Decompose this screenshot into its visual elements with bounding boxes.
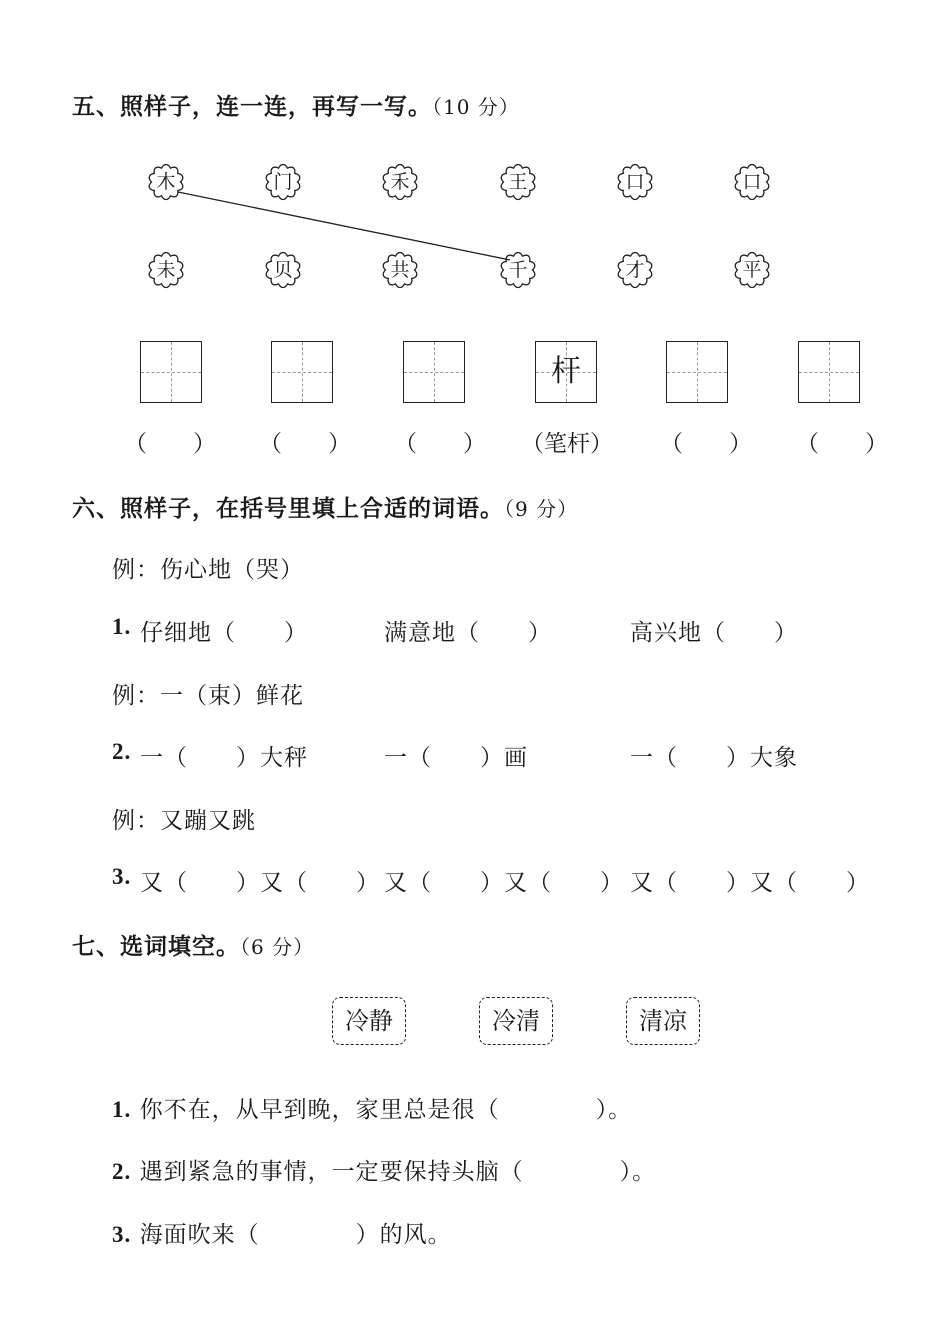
grid-char: [667, 342, 727, 402]
word-choice-qingliang: 清凉: [626, 997, 700, 1045]
answer-blank[interactable]: （笔杆）: [521, 431, 613, 457]
top-char-men[interactable]: [264, 163, 302, 201]
flower-char-label: 王: [508, 171, 528, 193]
bottom-char-bei[interactable]: [264, 251, 302, 289]
flower-char-label: 平: [742, 259, 762, 281]
bottom-char-gong[interactable]: [381, 251, 419, 289]
q6-1: [112, 614, 131, 640]
q7-1-text: 你不在，从早到晚，家里总是很（ ）。: [139, 1097, 633, 1123]
flower-char-label: 才: [625, 259, 645, 281]
flower-char-label: 口: [742, 171, 762, 193]
top-char-wang[interactable]: [499, 163, 537, 201]
q7-2: [112, 1153, 656, 1186]
q6-2: [112, 739, 131, 765]
q6-1-item: 高兴地（ ）: [630, 620, 798, 646]
flower-char-label: 贝: [273, 259, 293, 281]
example-3: 例：又蹦又跳: [112, 808, 256, 834]
bottom-char-ping[interactable]: [733, 251, 771, 289]
q7-1-number: 1.: [112, 1097, 132, 1122]
answer-blank[interactable]: （ ）: [660, 431, 752, 457]
example-1: 例：伤心地（哭）: [112, 557, 304, 583]
q6-2-item: 一（ ）画: [384, 745, 528, 771]
example-2: 例：一（束）鲜花: [112, 683, 304, 709]
q6-2-number: 2.: [112, 739, 132, 764]
q7-3-number: 3.: [112, 1222, 132, 1247]
q6-2-item: 一（ ）大象: [630, 745, 798, 771]
top-char-kou[interactable]: [616, 163, 654, 201]
word-choice-lengqing: 冷清: [479, 997, 553, 1045]
q6-1-number: 1.: [112, 614, 132, 639]
section5-heading: 五、照样子，连一连，再写一写。（10 分）: [72, 94, 520, 120]
section6-score: （9 分）: [504, 497, 579, 521]
section5-score: （10 分）: [432, 95, 520, 119]
top-char-mu[interactable]: [147, 163, 185, 201]
answer-blank[interactable]: （ ）: [124, 431, 216, 457]
flower-char-label: 禾: [390, 171, 410, 193]
flower-char-label: 门: [273, 171, 293, 193]
answer-blank[interactable]: （ ）: [259, 431, 351, 457]
writing-grid[interactable]: [535, 341, 597, 403]
answer-blank[interactable]: （ ）: [394, 431, 486, 457]
flower-char-label: 共: [390, 259, 410, 281]
q7-2-text: 遇到紧急的事情，一定要保持头脑（ ）。: [139, 1159, 657, 1185]
writing-grid[interactable]: [666, 341, 728, 403]
bottom-char-qian[interactable]: [499, 251, 537, 289]
grid-char: [799, 342, 859, 402]
q6-2-item: 一（ ）大秤: [140, 745, 308, 771]
section7-heading: 七、选词填空。（6 分）: [72, 934, 315, 960]
q6-3-number: 3.: [112, 864, 132, 889]
bottom-char-wei[interactable]: [147, 251, 185, 289]
flower-char-label: 未: [156, 259, 176, 281]
writing-grid[interactable]: [403, 341, 465, 403]
q7-3: [112, 1216, 452, 1249]
bottom-char-cai[interactable]: [616, 251, 654, 289]
word-choice-lengjing: 冷静: [332, 997, 406, 1045]
writing-grid[interactable]: [798, 341, 860, 403]
writing-grid[interactable]: [140, 341, 202, 403]
q6-3-item: 又（ ）又（ ）: [630, 870, 870, 896]
flower-char-label: 木: [156, 171, 176, 193]
example-connect-line: [0, 0, 950, 340]
q7-2-number: 2.: [112, 1159, 132, 1184]
grid-char: [272, 342, 332, 402]
flower-char-label: 千: [508, 259, 528, 281]
q7-3-text: 海面吹来（ ）的风。: [139, 1222, 452, 1248]
grid-char: 杆: [551, 354, 581, 389]
section6-heading: 六、照样子，在括号里填上合适的词语。（9 分）: [72, 496, 579, 522]
q6-1-item: 仔细地（ ）: [140, 620, 308, 646]
grid-char: [404, 342, 464, 402]
q6-3-item: 又（ ）又（ ）: [384, 870, 624, 896]
answer-blank[interactable]: （ ）: [796, 431, 888, 457]
grid-char: [141, 342, 201, 402]
flower-char-label: 口: [625, 171, 645, 193]
writing-grid[interactable]: [271, 341, 333, 403]
top-char-he[interactable]: [381, 163, 419, 201]
section7-score: （6 分）: [240, 935, 315, 959]
top-char-wei[interactable]: [733, 163, 771, 201]
q6-3-item: 又（ ）又（ ）: [140, 870, 380, 896]
q6-1-item: 满意地（ ）: [384, 620, 552, 646]
q6-3: [112, 864, 131, 890]
q7-1: [112, 1091, 632, 1124]
